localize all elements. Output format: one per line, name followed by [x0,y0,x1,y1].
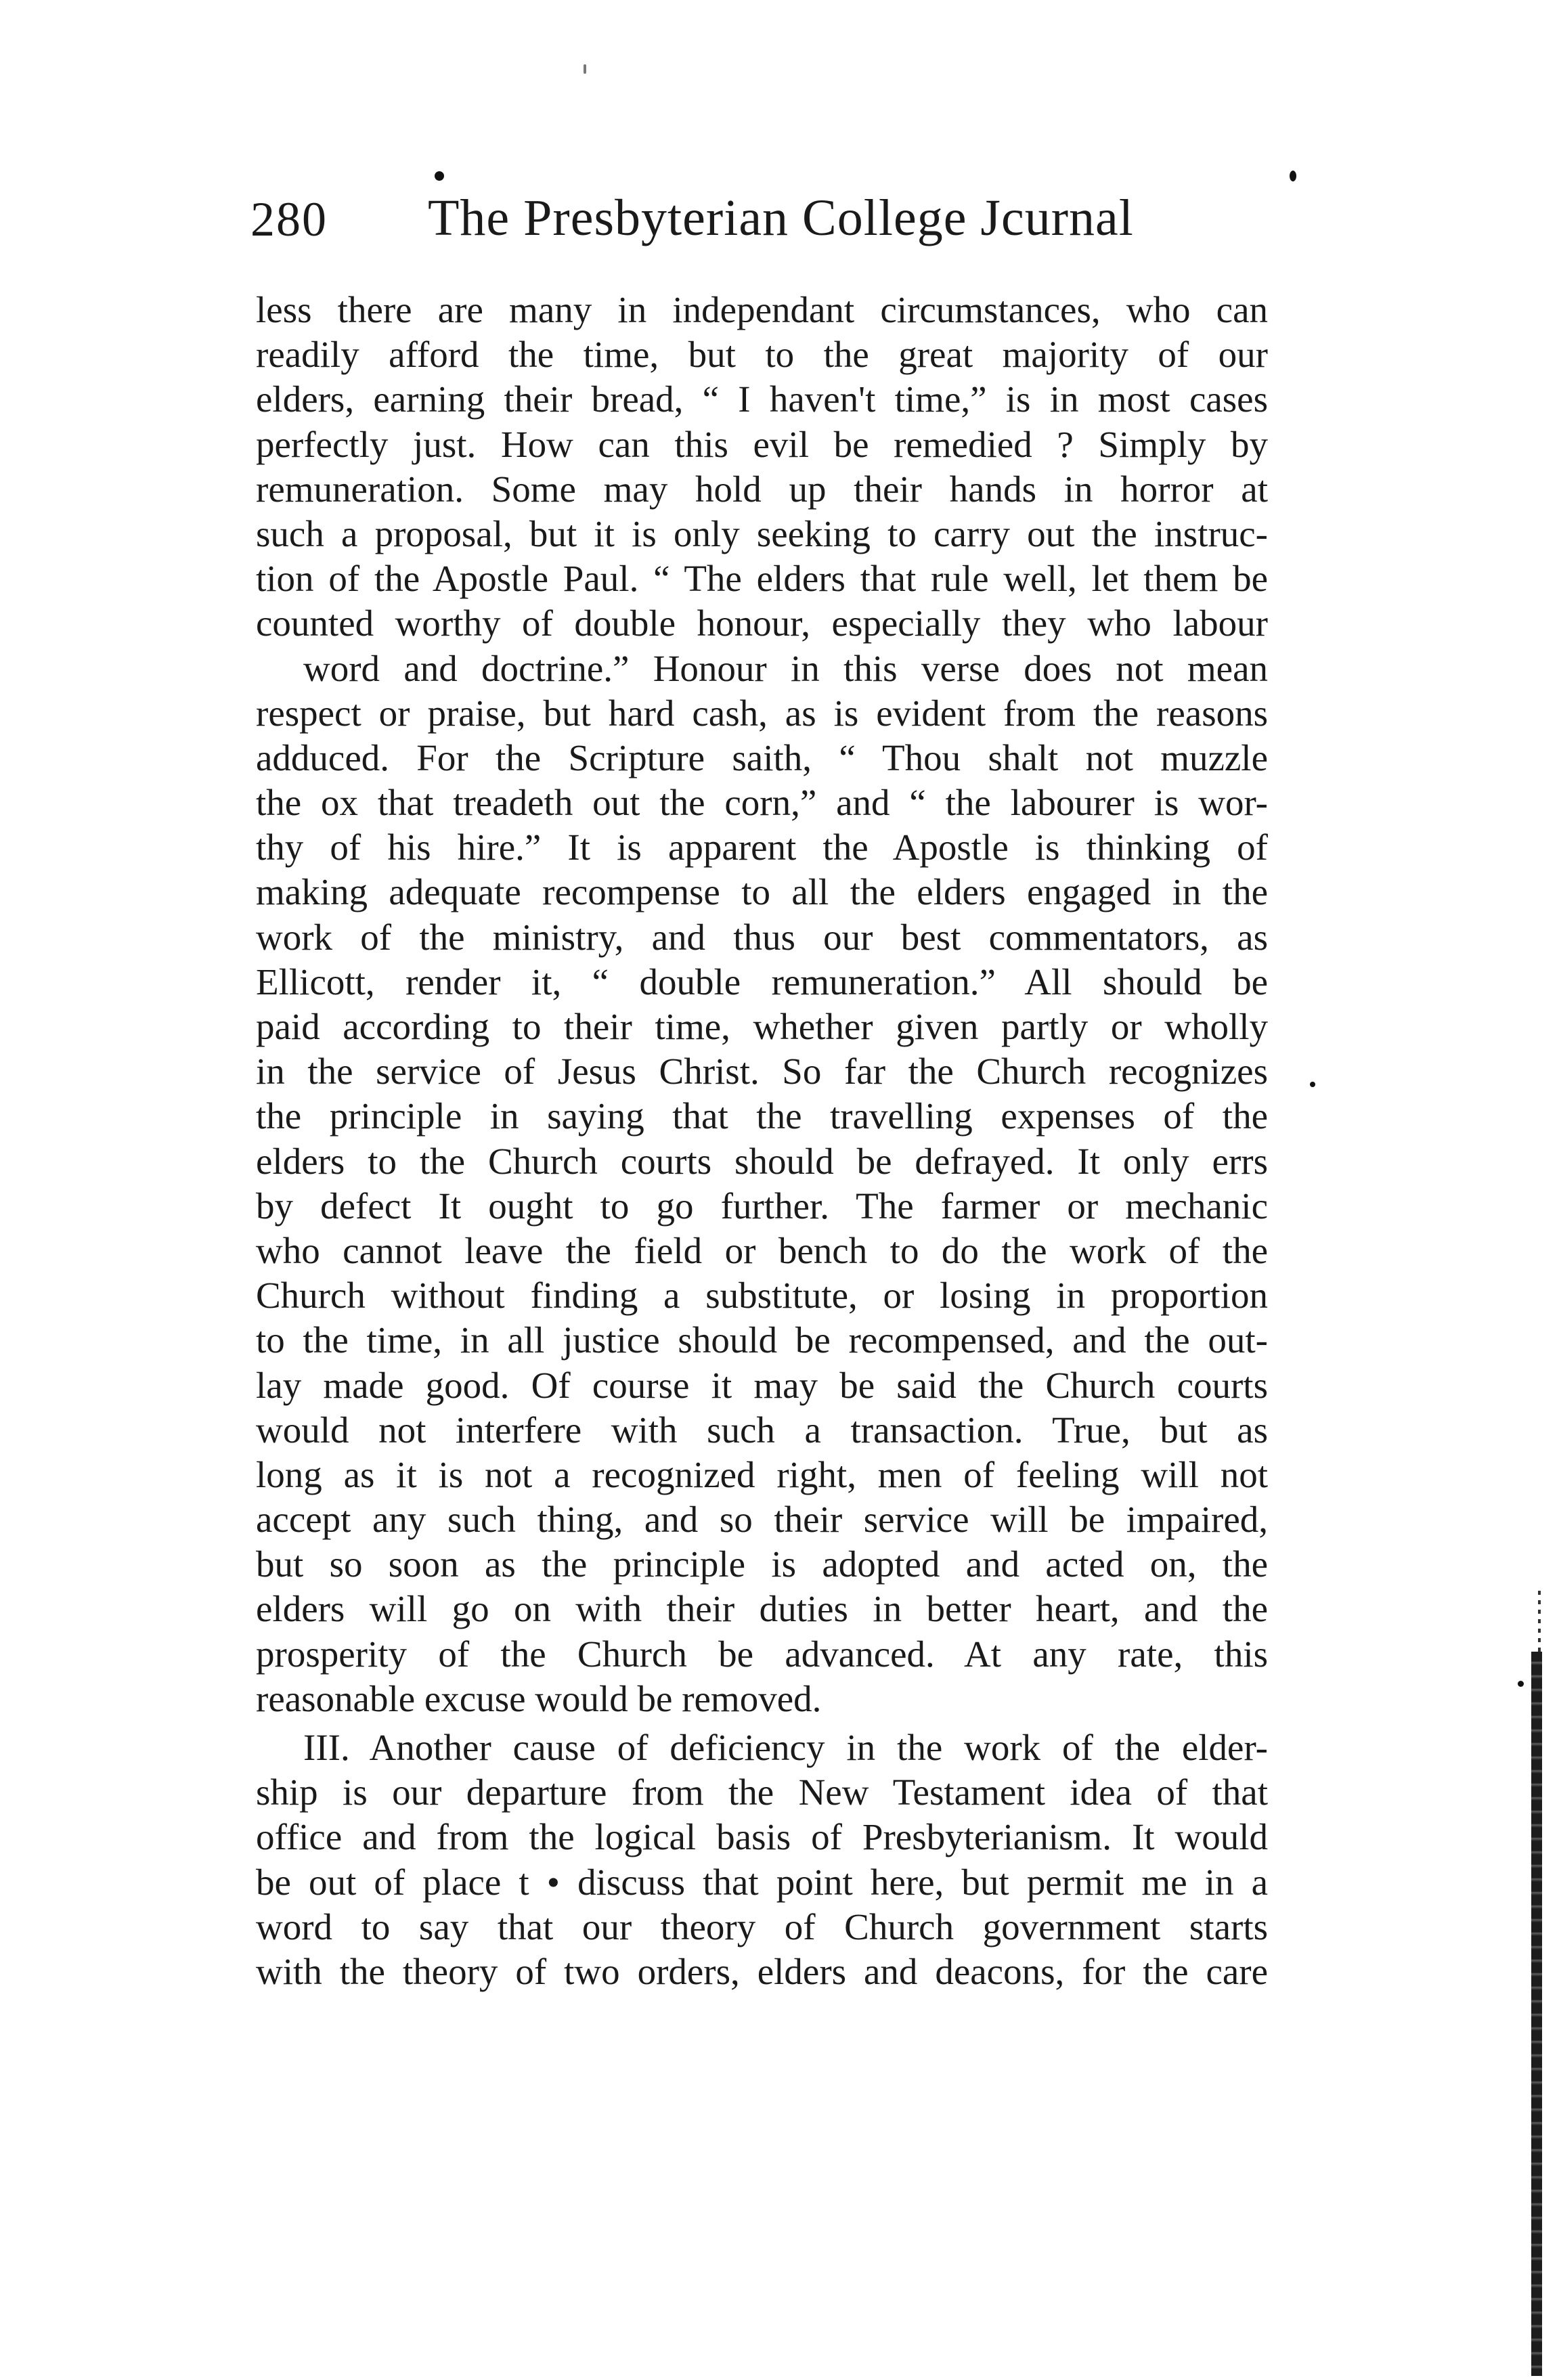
text-line: prosperity of the Church be advanced. At any rate, this [256,1633,1268,1675]
text-line: lay made good. Of course it may be said the Church courts [256,1364,1268,1406]
text-line: with the theory of two orders, elders and deacons, for the care [256,1950,1268,1992]
text-line: work of the ministry, and thus our best commentators, as [256,916,1268,958]
text-line: Ellicott, render it, “ double remuneration.” All should be [256,961,1268,1002]
text-line: making adequate recompense to all the elders engaged in the [256,871,1268,913]
text-line: perfectly just. How can this evil be remedied ? Simply by [256,423,1268,465]
ink-speck [584,64,586,74]
text-line: to the time, in all justice should be recompensed, and the out- [256,1319,1268,1361]
ink-speck [1290,171,1296,181]
text-line: be out of place t • discuss that point here, but permit me in a [256,1861,1268,1903]
text-line: thy of his hire.” It is apparent the Apostle is thinking of [256,827,1268,868]
text-line: the principle in saying that the travelling expenses of the [256,1095,1268,1137]
ink-speck [1310,1082,1315,1087]
text-line: long as it is not a recognized right, men of feeling will not [256,1453,1268,1495]
text-line: paid according to their time, whether given partly or wholly [256,1006,1268,1047]
text-line: respect or praise, but hard cash, as is evident from the reasons [256,692,1268,734]
text-line: but so soon as the principle is adopted and acted on, the [256,1543,1268,1585]
scan-edge-mark [1538,1591,1541,1652]
text-line: who cannot leave the field or bench to do the work of the [256,1229,1268,1271]
text-line: would not interfere with such a transaction. True, but as [256,1409,1268,1451]
text-line: word to say that our theory of Church government starts [256,1905,1268,1947]
body-text [256,288,1268,1994]
text-line: elders will go on with their duties in better heart, and the [256,1588,1268,1630]
text-line: in the service of Jesus Christ. So far the Church recognizes [256,1051,1268,1093]
text-line: office and from the logical basis of Presbyterianism. It would [256,1816,1268,1858]
text-line: ship is our departure from the New Testament idea of that [256,1771,1268,1813]
text-line: elders, earning their bread, “ I haven't time,” is in most cases [256,378,1268,420]
text-line: by defect It ought to go further. The farmer or mechanic [256,1185,1268,1227]
paragraph [256,288,1268,1721]
text-line: remuneration. Some may hold up their hands in horror at [256,468,1268,510]
text-line: counted worthy of double honour, especially they who labour [256,602,1268,644]
text-line: the ox that treadeth out the corn,” and “ the labourer is wor- [256,782,1268,824]
text-line: Church without finding a substitute, or losing in proportion [256,1275,1268,1317]
text-line: tion of the Apostle Paul. “ The elders that rule well, let them be [256,558,1268,600]
ink-speck [435,171,444,181]
page-number: 280 [250,192,328,246]
text-line: less there are many in independant circumstances, who can [256,289,1268,330]
text-line: readily afford the time, but to the great majority of our [256,334,1268,376]
ink-speck [1518,1681,1524,1687]
text-line: accept any such thing, and so their service will be impaired, [256,1499,1268,1541]
text-line: III. Another cause of deficiency in the work of the elder- [303,1727,1268,1768]
running-title: The Presbyterian College Jcurnal [428,190,1134,246]
scan-edge-bar [1531,1652,1542,2376]
text-line: adduced. For the Scripture saith, “ Thou shalt not muzzle [256,736,1268,778]
text-line: word and doctrine.” Honour in this verse does not mean [303,647,1268,689]
text-line: such a proposal, but it is only seeking to carry out the instruc- [256,512,1268,554]
text-line: reasonable excuse would be removed. [256,1677,822,1719]
paragraph [256,1725,1268,1994]
page-header [250,186,1300,261]
text-line: elders to the Church courts should be defrayed. It only errs [256,1140,1268,1182]
